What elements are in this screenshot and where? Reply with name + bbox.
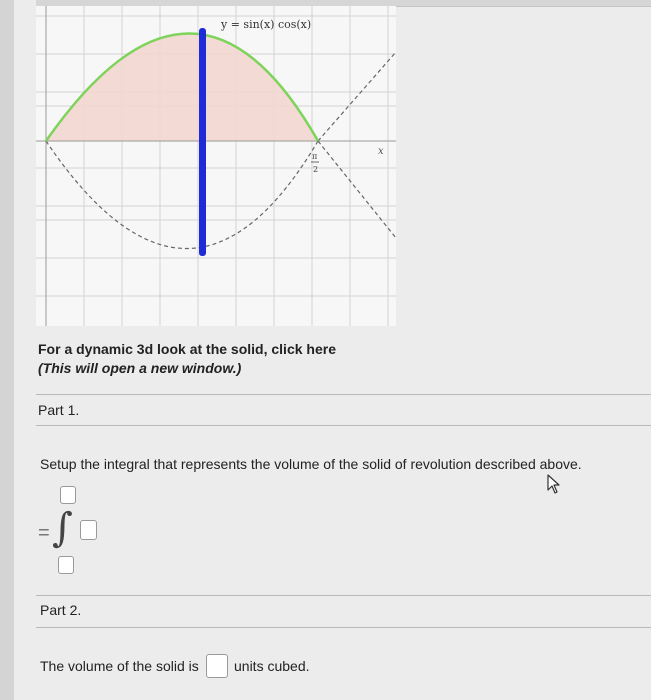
mouse-cursor-icon	[546, 474, 562, 494]
upper-limit-input[interactable]	[60, 486, 76, 504]
lower-limit-input[interactable]	[58, 556, 74, 574]
function-label: y = sin(x) cos(x)	[221, 18, 312, 31]
divider	[36, 425, 651, 426]
integral-sign: ∫	[52, 505, 73, 551]
tick-label-2: 2	[313, 165, 319, 174]
dynamic-3d-link[interactable]: For a dynamic 3d look at the solid, click here	[38, 341, 336, 357]
part1-label: Part 1.	[38, 402, 80, 418]
representative-slice	[199, 28, 206, 256]
page-edge-strip	[0, 0, 14, 700]
integrand-input[interactable]	[80, 520, 97, 540]
divider	[36, 627, 651, 628]
divider	[36, 595, 651, 596]
divider	[36, 394, 651, 395]
tick-label-pi: π	[312, 152, 318, 161]
equals-sign: =	[38, 522, 50, 544]
function-graph	[36, 6, 396, 326]
x-axis-label: x	[378, 146, 384, 157]
part2-label: Part 2.	[40, 602, 82, 618]
part1-instruction: Setup the integral that represents the volume of the solid of revolution described above.	[40, 456, 582, 472]
volume-answer-input[interactable]	[206, 654, 228, 678]
volume-suffix: units cubed.	[234, 658, 310, 674]
volume-prefix: The volume of the solid is	[40, 658, 199, 674]
new-window-note: (This will open a new window.)	[38, 360, 242, 376]
